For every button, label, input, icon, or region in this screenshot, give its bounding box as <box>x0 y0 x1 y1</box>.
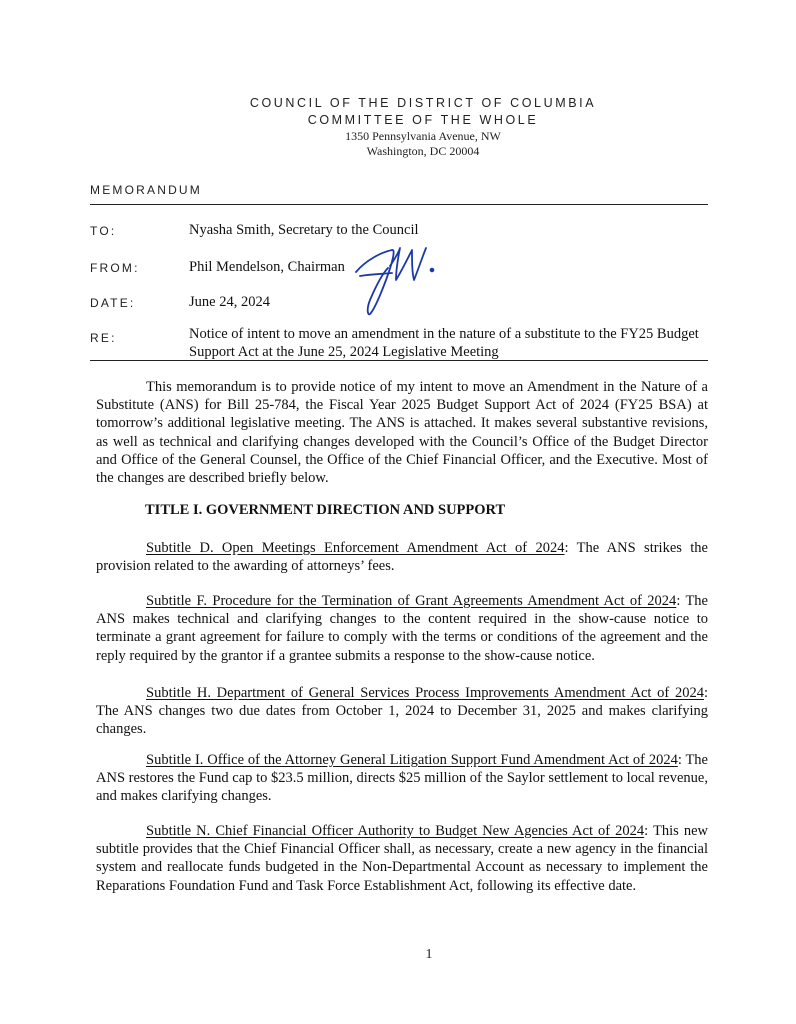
header-divider-bottom <box>90 360 708 361</box>
subtitle-heading: Subtitle I. Office of the Attorney General Litigation Support Fund Amendment Act of 2024 <box>146 752 678 768</box>
re-value: Notice of intent to move an amendment in the nature of a substitute to the FY25 Budget Support Act at the June 25, 2024 Legislative Meeting <box>189 326 699 360</box>
subtitle-heading: Subtitle D. Open Meetings Enforcement Amendment Act of 2024 <box>146 540 565 556</box>
subtitle-text: : This new subtitle provides that the Chief Financial Officer shall, as necessary, create a new agency in the financial system and reallocate funds budgeted in the Non-Departmental Account as necessary to implement the Reparations Foundation Fund and Task Force Establishment Act, following its effective date. <box>96 823 708 894</box>
date-label: DATE: <box>90 296 136 310</box>
subtitle-paragraph <box>96 751 708 806</box>
subtitle-paragraph <box>96 592 708 665</box>
subtitle-heading: Subtitle N. Chief Financial Officer Authority to Budget New Agencies Act of 2024 <box>146 823 645 839</box>
to-value: Nyasha Smith, Secretary to the Council <box>189 222 419 238</box>
subtitle-text: : The ANS strikes the provision related to the awarding of attorneys’ fees. <box>96 540 708 575</box>
subtitle-heading: Subtitle F. Procedure for the Termination of Grant Agreements Amendment Act of 2024 <box>146 593 677 609</box>
intro-paragraph: This memorandum is to provide notice of my intent to move an Amendment in the Nature of a Substitute (ANS) for Bill 25-784, the Fiscal Year 2025 Budget Support Act of 2024 (FY25 BSA) at tomorrow’s additional legislative meeting. The ANS is attached. It makes several substantive revisions, as well as technical and clarifying changes developed with the Council’s Office of the Budget Director and Office of the General Counsel, the Office of the Chief Financial Officer, and the Executive. Most of the changes are described briefly below. <box>96 379 708 487</box>
re-label: RE: <box>90 331 117 345</box>
letterhead-council-name: COUNCIL OF THE DISTRICT OF COLUMBIA <box>249 96 597 110</box>
subtitle-text: : The ANS restores the Fund cap to $23.5 million, directs $25 million of the Saylor settlement to local revenue, and makes clarifying changes. <box>96 752 708 805</box>
handwritten-signature <box>352 230 442 320</box>
subtitle-text: : The ANS makes technical and clarifying changes to the content required in the show-cause notice to terminate a grant agreement for failure to comply with the terms or conditions of the agreement and the reply required by the grantor if a grantee submits a response to the show-cause notice. <box>96 593 708 664</box>
memorandum-label: MEMORANDUM <box>90 183 202 197</box>
header-divider-top <box>90 204 708 205</box>
from-label: FROM: <box>90 261 140 275</box>
letterhead-committee-name: COMMITTEE OF THE WHOLE <box>307 113 539 127</box>
subtitle-paragraph <box>96 822 708 895</box>
subtitle-paragraph <box>96 539 708 575</box>
subtitle-heading: Subtitle H. Department of General Services Process Improvements Amendment Act of 2024 <box>146 685 704 701</box>
date-value: June 24, 2024 <box>189 294 270 310</box>
to-label: TO: <box>90 224 117 238</box>
letterhead-address-city: Washington, DC 20004 <box>366 144 480 158</box>
subtitle-paragraph <box>96 684 708 739</box>
subtitle-text: : The ANS changes two due dates from October 1, 2024 to December 31, 2025 and makes clarifying changes. <box>96 685 708 738</box>
from-value: Phil Mendelson, Chairman <box>189 259 345 275</box>
letterhead-address-street: 1350 Pennsylvania Avenue, NW <box>345 129 501 143</box>
page-number: 1 <box>425 947 433 962</box>
letterhead <box>0 95 796 159</box>
title-heading: TITLE I. GOVERNMENT DIRECTION AND SUPPORT <box>145 502 506 518</box>
